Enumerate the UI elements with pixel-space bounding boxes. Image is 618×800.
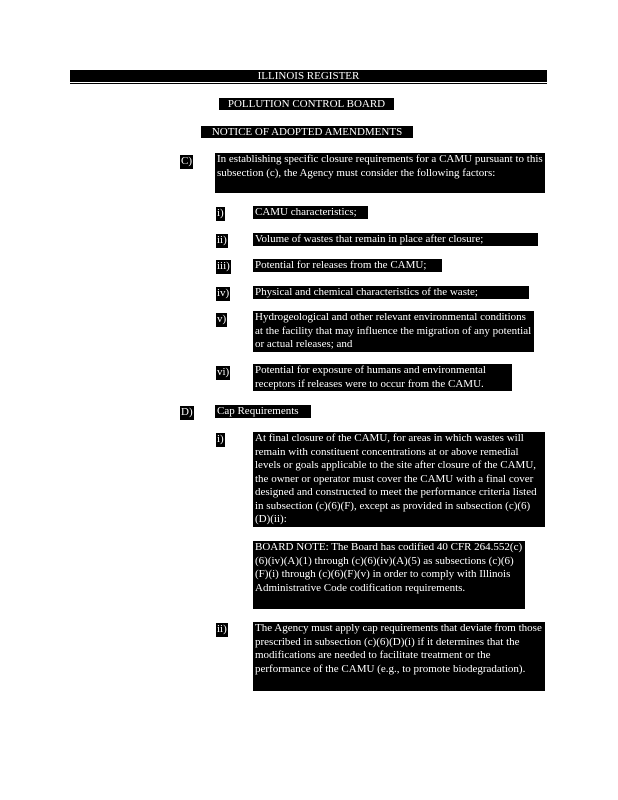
- factor-iv-label: iv): [217, 287, 230, 299]
- factor-v-label: v): [217, 313, 227, 325]
- header-rule: [70, 83, 547, 84]
- item-d-text: Cap Requirements: [215, 405, 311, 418]
- factor-v-text: Hydrogeological and other relevant environmental conditions at the facility that may influence the migration of any potential or actual releases; and: [253, 311, 534, 352]
- factor-ii-text: Volume of wastes that remain in place after closure;: [253, 233, 538, 246]
- item-c-text: In establishing specific closure requirements for a CAMU pursuant to this subsection (c), the Agency must consider the following factors:: [215, 153, 545, 193]
- factor-vi-text: Potential for exposure of humans and environmental receptors if releases were to occur from the CAMU.: [253, 364, 512, 391]
- item-c-label: C): [181, 155, 192, 167]
- factor-ii-label: ii): [217, 234, 227, 246]
- factor-i-text: CAMU characteristics;: [253, 206, 368, 219]
- item-d-label: D): [181, 406, 193, 418]
- factor-i-label: i): [217, 207, 224, 219]
- factor-iv-text: Physical and chemical characteristics of the waste;: [253, 286, 529, 299]
- factor-vi-label: vi): [217, 366, 230, 378]
- factor-iii-label: iii): [217, 260, 230, 272]
- sub-i-label: i): [217, 433, 224, 445]
- sub-ii-label: ii): [217, 623, 227, 635]
- register-header: ILLINOIS REGISTER: [70, 70, 547, 82]
- factor-iii-text: Potential for releases from the CAMU;: [253, 259, 442, 272]
- sub-i-text: At final closure of the CAMU, for areas in which wastes will remain with constituent concentrations at or above remedial levels or goals applicable to the site after closure of the CAMU, the owner or operator must cover the CAMU with a final cover designed and constructed to meet the performance criteria listed in subsection (c)(6)(F), except as provided in subsection (c)(6)(D)(ii):: [253, 432, 545, 527]
- board-title: POLLUTION CONTROL BOARD: [219, 98, 394, 110]
- board-note: BOARD NOTE: The Board has codified 40 CFR 264.552(c)(6)(iv)(A)(1) through (c)(6)(iv)(A)(5) as subsections (c)(6)(F)(i) through (c)(6)(F)(v) in order to comply with Illinois Administrative Code codification requirements.: [253, 541, 525, 609]
- notice-title: NOTICE OF ADOPTED AMENDMENTS: [201, 126, 413, 138]
- sub-ii-text: The Agency must apply cap requirements that deviate from those prescribed in subsection (c)(6)(D)(i) if it determines that the modifications are needed to facilitate treatment or the performance of the CAMU (e.g., to promote biodegradation).: [253, 622, 545, 691]
